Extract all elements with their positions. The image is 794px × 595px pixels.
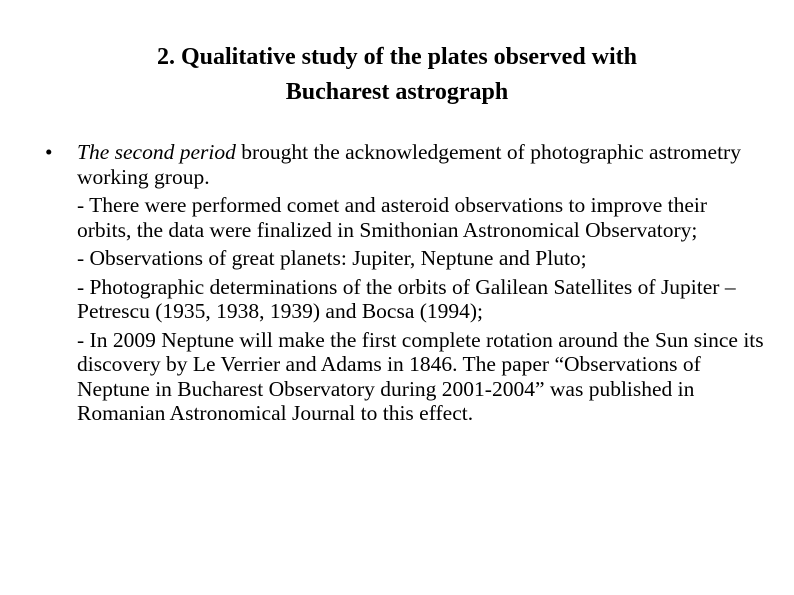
slide-body xyxy=(45,140,765,426)
sub-item-neptune-rotation: - In 2009 Neptune will make the first complete rotation around the Sun since its discovery by Le Verrier and Adams in 1846. The paper “Observations of Neptune in Bucharest Observatory during 2001-2004” was published in Romanian Astronomical Journal to this effect. xyxy=(77,327,764,425)
slide-title-line-1: 2. Qualitative study of the plates observed with xyxy=(157,44,637,70)
bullet-icon: • xyxy=(45,140,53,164)
lead-rest-text: brought the acknowledgement of photographic astrometry working group. xyxy=(77,140,741,189)
lead-italic-text: The second period xyxy=(77,140,236,164)
bullet-item xyxy=(45,140,765,426)
slide-title-line-2: Bucharest astrograph xyxy=(285,79,509,105)
sub-item-great-planets: - Observations of great planets: Jupiter, Neptune and Pluto; xyxy=(77,246,587,270)
bullet-lead-paragraph xyxy=(77,140,765,189)
slide-title xyxy=(0,40,794,110)
sub-item-comet-asteroid: - There were performed comet and asteroid observations to improve their orbits, the data were finalized in Smithonian Astronomical Observatory; xyxy=(77,193,708,242)
sub-item-galilean-satellites: - Photographic determinations of the orbits of Galilean Satellites of Jupiter – Petrescu (1935, 1938, 1939) and Bocsa (1994); xyxy=(77,274,736,323)
